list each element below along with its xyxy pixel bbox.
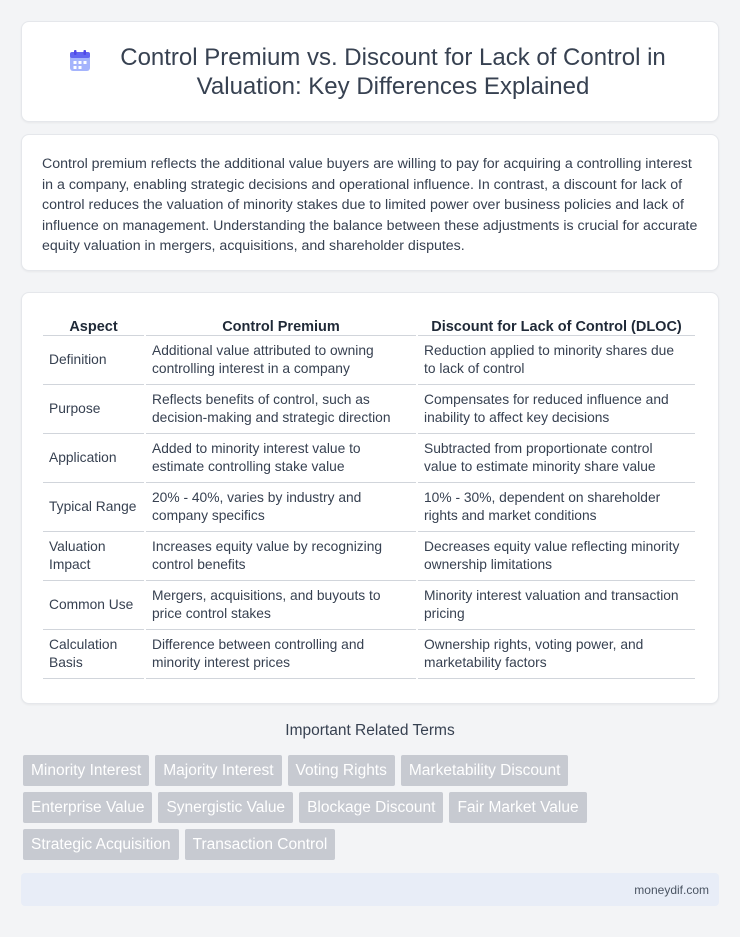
table-cell-control-premium: Mergers, acquisitions, and buyouts to price control stakes: [146, 581, 416, 630]
table-cell-control-premium: 20% - 40%, varies by industry and company specifics: [146, 483, 416, 532]
table-cell-aspect: Typical Range: [43, 483, 144, 532]
table-cell-dloc: Subtracted from proportionate control value to estimate minority share value: [418, 434, 695, 483]
tag-transaction-control[interactable]: Transaction Control: [185, 829, 336, 860]
table-cell-control-premium: Difference between controlling and minority interest prices: [146, 630, 416, 679]
table-row: [43, 385, 695, 434]
intro-paragraph: Control premium reflects the additional value buyers are willing to pay for acquiring a controlling interest in a company, enabling strategic decisions and operational influence. In contrast, a discount for lack of control reduces the valuation of minority stakes due to limited power over business policies and lack of influence on management. Understanding the balance between these adjustments is crucial for accurate equity valuation in mergers, acquisitions, and shareholder disputes.: [42, 156, 698, 254]
table-cell-dloc: Reduction applied to minority shares due to lack of control: [418, 336, 695, 385]
tag-blockage-discount[interactable]: Blockage Discount: [299, 792, 443, 823]
table-cell-aspect: Purpose: [43, 385, 144, 434]
tag-row: [23, 829, 723, 860]
comparison-table: [41, 311, 697, 679]
table-cell-dloc: 10% - 30%, dependent on shareholder rights and market conditions: [418, 483, 695, 532]
table-cell-aspect: Calculation Basis: [43, 630, 144, 679]
table-row: [43, 434, 695, 483]
table-cell-control-premium: Added to minority interest value to estimate controlling stake value: [146, 434, 416, 483]
table-cell-aspect: Definition: [43, 336, 144, 385]
table-row: [43, 630, 695, 679]
table-cell-aspect: Common Use: [43, 581, 144, 630]
tag-enterprise-value[interactable]: Enterprise Value: [23, 792, 152, 823]
table-row: [43, 532, 695, 581]
tag-fair-market-value[interactable]: Fair Market Value: [449, 792, 586, 823]
table-cell-dloc: Ownership rights, voting power, and marketability factors: [418, 630, 695, 679]
tag-synergistic-value[interactable]: Synergistic Value: [158, 792, 293, 823]
tag-row: [23, 755, 723, 786]
related-terms-heading: Important Related Terms: [285, 722, 455, 739]
table-row: [43, 483, 695, 532]
table-cell-dloc: Compensates for reduced influence and inability to affect key decisions: [418, 385, 695, 434]
table-cell-dloc: Minority interest valuation and transaction pricing: [418, 581, 695, 630]
table-cell-aspect: Valuation Impact: [43, 532, 144, 581]
tag-strategic-acquisition[interactable]: Strategic Acquisition: [23, 829, 179, 860]
table-cell-control-premium: Reflects benefits of control, such as decision-making and strategic direction: [146, 385, 416, 434]
footer-site-link[interactable]: moneydif.com: [634, 882, 709, 897]
table-cell-aspect: Application: [43, 434, 144, 483]
calendar-icon: [67, 48, 93, 74]
table-row: [43, 581, 695, 630]
table-header-row: [43, 311, 695, 336]
intro-card: [21, 134, 719, 271]
tag-voting-rights[interactable]: Voting Rights: [288, 755, 395, 786]
table-row: [43, 336, 695, 385]
comparison-card: [21, 292, 719, 704]
table-cell-dloc: Decreases equity value reflecting minority ownership limitations: [418, 532, 695, 581]
footer: [21, 873, 719, 906]
page-title: Control Premium vs. Discount for Lack of Control in Valuation: Key Differences Explained: [120, 43, 666, 100]
tag-row: [23, 792, 723, 823]
column-header-dloc: Discount for Lack of Control (DLOC): [418, 311, 695, 336]
tag-minority-interest[interactable]: Minority Interest: [23, 755, 149, 786]
table-cell-control-premium: Increases equity value by recognizing control benefits: [146, 532, 416, 581]
table-cell-control-premium: Additional value attributed to owning controlling interest in a company: [146, 336, 416, 385]
tag-marketability-discount[interactable]: Marketability Discount: [401, 755, 569, 786]
related-terms-list: [23, 755, 723, 866]
column-header-control-premium: Control Premium: [146, 311, 416, 336]
column-header-aspect: Aspect: [43, 311, 144, 336]
tag-majority-interest[interactable]: Majority Interest: [155, 755, 281, 786]
title-card: [21, 21, 719, 122]
